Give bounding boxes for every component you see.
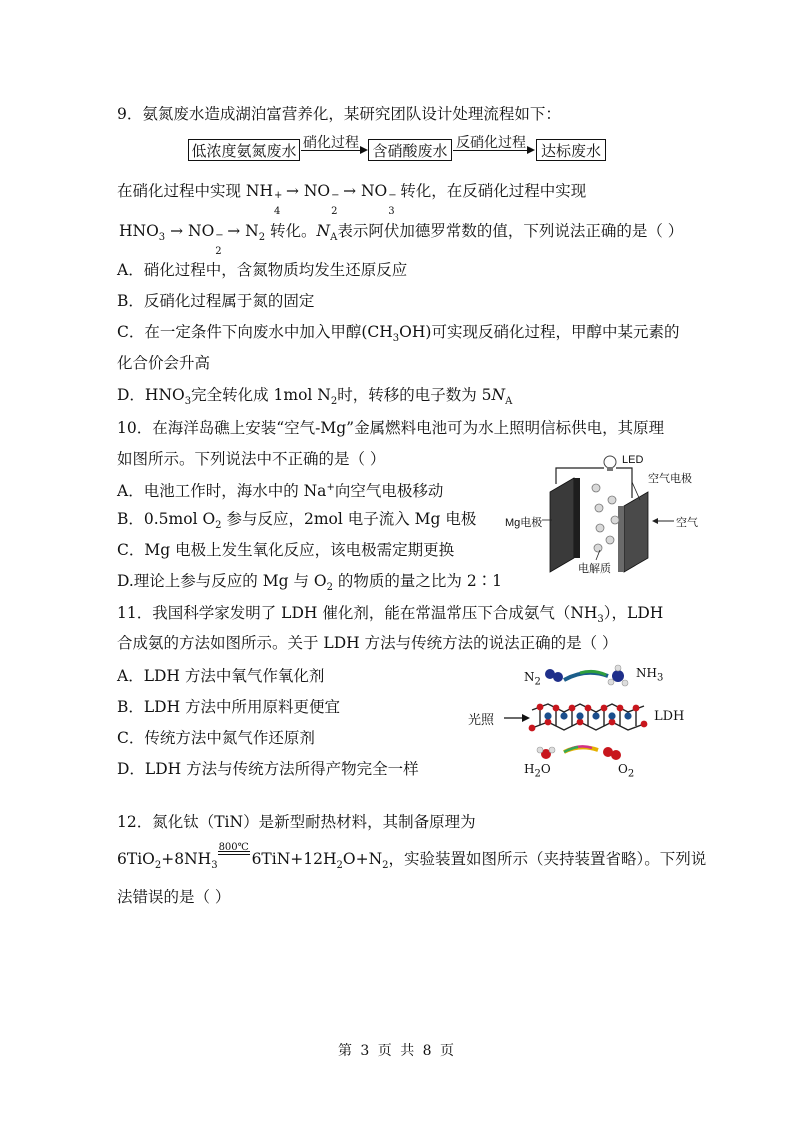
q9-stem: 9．氨氮废水造成湖泊富营养化，某研究团队设计处理流程如下： — [117, 105, 561, 123]
label-h2o: $H_2O$ — [524, 762, 551, 780]
q10-option-d: D.理论上参与反应的 Mg 与 $O_2$ 的物质的量之比为 2∶1 — [117, 572, 503, 594]
q10-stem-line2: 如图所示。下列说法中不正确的是（ ） — [117, 450, 386, 468]
flow-arrow-1 — [301, 150, 366, 151]
q9-option-b: B．反硝化过程属于氮的固定 — [117, 292, 315, 310]
flow-label-denitrification: 反硝化过程 — [456, 135, 526, 151]
q10-option-c: C．Mg 电极上发生氧化反应，该电极需定期更换 — [117, 541, 455, 559]
flow-box-standard: 达标废水 — [536, 139, 606, 161]
q12-equation-line: $6TiO_2+8NH_3$ 800℃ $6TiN+12H_2O+N_2$，实验装置如图所示（夹持装置省略）。下列说 — [117, 849, 706, 876]
page-footer: 第 3 页 共 8 页 — [337, 1043, 457, 1059]
q11-stem-line2: 合成氨的方法如图所示。关于 LDH 方法与传统方法的说法正确的是（ ） — [117, 634, 618, 652]
q9-line3: $HNO_3$ → NO − 2 → $N_2$ 转化。$N_A$表示阿伏加德罗常数的值，下列说法正确的是（ ） — [119, 222, 684, 257]
q11-option-b: B．LDH 方法中所用原料更便宜 — [117, 698, 341, 716]
q9-flow-diagram — [188, 134, 618, 170]
label-ldh: LDH — [654, 709, 685, 724]
label-led: LED — [622, 454, 644, 466]
flow-label-nitrification: 硝化过程 — [303, 135, 359, 151]
q9-option-c-line2: 化合价会升高 — [117, 354, 211, 372]
q12-stem-line3: 法错误的是（ ） — [117, 888, 231, 906]
q11-stem-line1: 11．我国科学家发明了 LDH 催化剂，能在常温常压下合成氨气$(NH_3)$，LDH — [117, 604, 664, 626]
q9-option-a: A．硝化过程中，含氮物质均发生还原反应 — [117, 261, 408, 279]
flow-arrow-2 — [453, 150, 533, 151]
q11-option-c: C．传统方法中氮气作还原剂 — [117, 729, 315, 747]
label-nh3: $NH_3$ — [636, 666, 664, 684]
q11-ldh-figure — [468, 660, 688, 782]
label-mg-electrode: Mg电极 — [505, 517, 543, 529]
flow-box-low-ammonia: 低浓度氨氮废水 — [188, 139, 300, 161]
label-n2: $N_2$ — [524, 670, 541, 688]
q11-option-a: A．LDH 方法中氧气作氧化剂 — [117, 667, 325, 685]
q10-option-b: B．0.5mol $O_2$ 参与反应，2mol 电子流入 Mg 电极 — [117, 510, 477, 532]
q11-option-d: D．LDH 方法与传统方法所得产物完全一样 — [117, 760, 419, 778]
label-air-electrode: 空气电极 — [648, 473, 692, 485]
q10-battery-figure — [500, 448, 712, 576]
label-electrolyte: 电解质 — [578, 563, 611, 575]
flow-box-nitrate: 含硝酸废水 — [368, 139, 452, 161]
label-light: 光照 — [468, 713, 495, 728]
battery-diagram — [500, 448, 712, 576]
q9-option-c-line1: C．在一定条件下向废水中加入甲醇$(CH_3OH)$可实现反硝化过程，甲醇中某元素的 — [117, 323, 680, 345]
q9-option-d: D．$HNO_3$完全转化成 1mol $N_2$时，转移的电子数为 $5N_A$ — [117, 386, 513, 408]
q10-option-a: A．电池工作时，海水中的 Na+向空气电极移动 — [117, 482, 444, 501]
label-air: 空气 — [676, 517, 698, 529]
q10-stem-line1: 10．在海洋岛礁上安装“空气-Mg”金属燃料电池可为水上照明信标供电，其原理 — [117, 419, 665, 437]
q9-line2: 在硝化过程中实现 NH + 4 → NO − 2 → NO − 3 转化，在反硝化过程中实现 — [117, 182, 587, 217]
label-o2: $O_2$ — [618, 762, 635, 780]
reaction-condition: 800℃ — [218, 842, 249, 853]
q12-stem-line1: 12．氮化钛（TiN）是新型耐热材料，其制备原理为 — [117, 813, 476, 831]
